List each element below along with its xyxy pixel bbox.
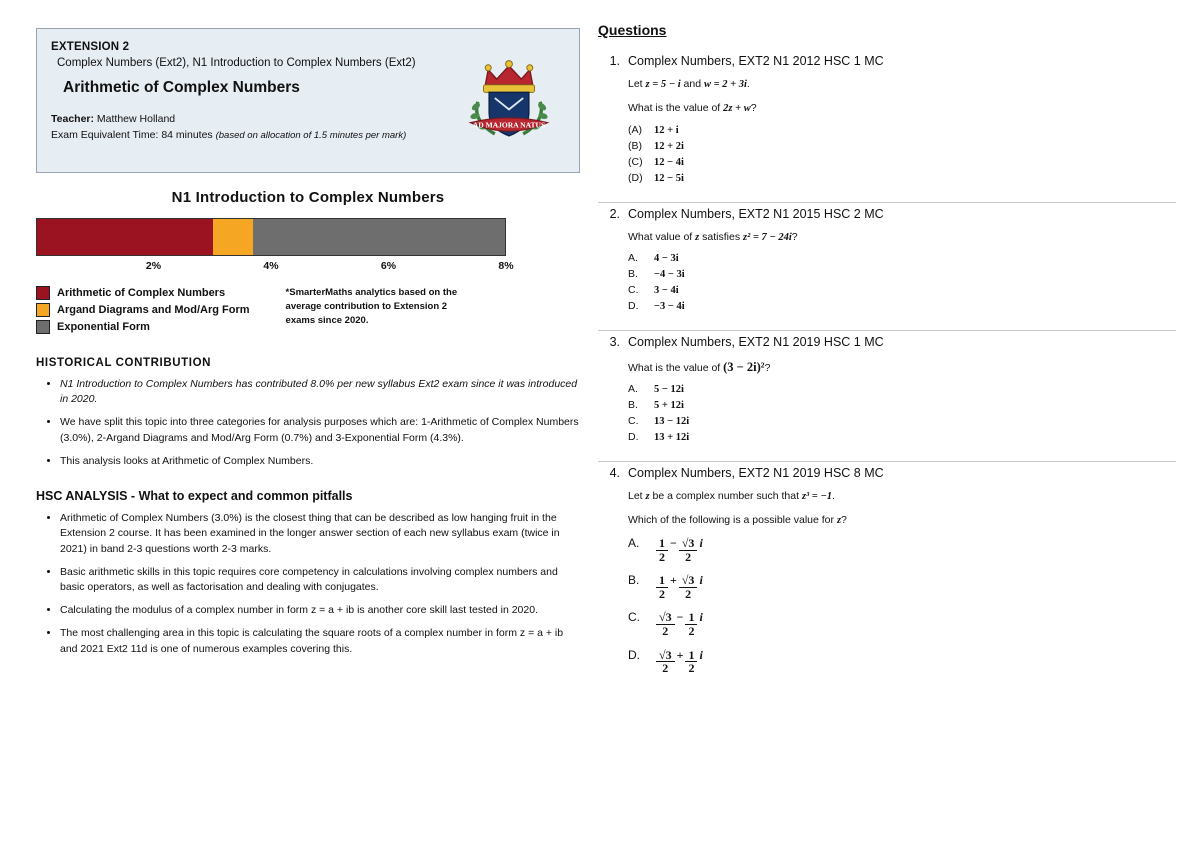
question-3-label: Complex Numbers, EXT2 N1 2019 HSC 1 MC	[628, 335, 884, 350]
axis-tick-0: 2%	[145, 260, 162, 272]
question-1-stem2	[628, 100, 1176, 118]
questions-heading: Questions	[598, 22, 667, 38]
option-text: −3 − 4i	[654, 301, 685, 313]
option-label: (D)	[628, 171, 643, 184]
q1-stem-text-1: and	[680, 78, 704, 90]
question-4-option-d[interactable]	[628, 648, 1176, 675]
operator: −	[670, 535, 677, 550]
imaginary-unit: i	[699, 535, 703, 550]
axis-tick-3: 8%	[498, 260, 514, 272]
option-label: D.	[628, 647, 640, 662]
q1-stem2-text-0: What is the value of	[628, 101, 724, 114]
analysis-bullet-2: Calculating the modulus of a complex number in form z = a + ib is another core skill last tested in 2020.	[60, 604, 538, 617]
q4-stem-text-2: .	[832, 490, 835, 503]
option-text: 12 + i	[654, 124, 679, 136]
option-label: D.	[628, 431, 639, 444]
denominator: 2	[659, 549, 665, 564]
option-label: A.	[628, 252, 638, 265]
bar-segment-exponential	[253, 219, 505, 255]
denominator: 2	[659, 586, 665, 601]
denominator: 2	[688, 623, 695, 638]
q1-stem-text-0: Let	[628, 78, 646, 90]
chart-title: N1 Introduction to Complex Numbers	[171, 189, 445, 206]
option-fraction-2	[685, 649, 697, 675]
option-fraction-2	[685, 611, 697, 637]
question-1-option-d[interactable]	[628, 172, 1176, 184]
option-label: (B)	[628, 139, 642, 152]
axis-tick-1: 4%	[263, 260, 279, 272]
imaginary-unit: i	[699, 610, 703, 625]
numerator: √3	[656, 649, 675, 663]
option-text: 12 − 4i	[654, 156, 684, 168]
list-item	[60, 377, 580, 407]
q3-stem-text-1: ?	[764, 362, 771, 375]
q2-stem-text-0: What value of	[628, 230, 696, 243]
q2-stem-math-1: z² = 7 − 24i	[742, 231, 792, 243]
numerator: 1	[656, 574, 668, 588]
operator: −	[676, 610, 684, 625]
option-text: 5 − 12i	[654, 384, 684, 396]
legend-label-argand: Argand Diagrams and Mod/Arg Form	[57, 304, 250, 316]
legend-swatch-argand	[36, 303, 50, 317]
option-label: B.	[628, 268, 638, 281]
option-label: C.	[628, 610, 640, 625]
option-text: 12 − 5i	[654, 172, 684, 184]
denominator: 2	[685, 586, 692, 601]
legend-swatch-arithmetic	[36, 286, 50, 300]
question-2	[598, 203, 1176, 332]
chart-legend	[36, 286, 506, 337]
question-4-number: 4.	[609, 466, 620, 481]
question-2-stem	[628, 229, 1176, 247]
option-text: 13 − 12i	[654, 416, 690, 428]
question-2-option-b[interactable]	[628, 268, 1176, 280]
exam-time-value: 84 minutes	[161, 128, 213, 141]
historical-bullets	[36, 377, 580, 469]
historical-heading: HISTORICAL CONTRIBUTION	[36, 357, 212, 369]
q4-stem-math-1: z³ = −1	[801, 491, 833, 503]
question-3-title	[598, 335, 1176, 349]
question-2-option-a[interactable]	[628, 252, 1176, 264]
q4-stem2-text-0: Which of the following is a possible value for	[628, 514, 837, 527]
operator: +	[676, 647, 684, 662]
historical-bullet-1: We have split this topic into three categories for analysis purposes which are: 1-Arithmetic of Complex Numbers (3.0%), 2-Argand Diagrams and Mod/Arg Form (0.7%) and 3-Exponential Form (4.3%).	[60, 416, 579, 444]
exam-time-label: Exam Equivalent Time:	[51, 128, 159, 141]
numerator: √3	[679, 574, 698, 588]
question-1-option-b[interactable]	[628, 140, 1176, 152]
q4-stem2-text-1: ?	[841, 514, 847, 527]
question-1-label: Complex Numbers, EXT2 N1 2012 HSC 1 MC	[628, 54, 884, 68]
analysis-heading: HSC ANALYSIS - What to expect and common pitfalls	[36, 489, 353, 504]
topic-subtitle: Complex Numbers (Ext2), N1 Introduction to Complex Numbers (Ext2)	[57, 57, 416, 69]
option-fraction-2	[679, 574, 698, 600]
analysis-bullet-0: Arithmetic of Complex Numbers (3.0%) is the closest thing that can be described as low hanging fruit in the Extension 2 course. It has been examined in the longer answer section of each new syllabus exam (twice in 2021) in band 2-3 questions worth 2-3 marks.	[60, 512, 560, 555]
question-4-option-a[interactable]	[628, 536, 1176, 563]
option-text: 13 + 12i	[654, 432, 690, 444]
extension-label: EXTENSION 2	[51, 41, 130, 53]
question-2-label: Complex Numbers, EXT2 N1 2015 HSC 2 MC	[628, 206, 884, 221]
bar-segment-argand	[213, 219, 254, 255]
legend-label-exponential: Exponential Form	[57, 321, 150, 333]
imaginary-unit: i	[699, 647, 703, 662]
q1-stem-text-2: .	[746, 78, 750, 90]
historical-bullet-2: This analysis looks at Arithmetic of Complex Numbers.	[60, 454, 314, 467]
left-column	[0, 0, 580, 849]
question-4-option-c[interactable]	[628, 610, 1176, 637]
option-label: B.	[628, 573, 640, 588]
question-4	[598, 462, 1176, 698]
page-title: Arithmetic of Complex Numbers	[63, 78, 300, 96]
option-text: −4 − 3i	[654, 269, 685, 281]
option-label: (A)	[628, 123, 642, 136]
option-label: C.	[628, 284, 639, 297]
analysis-bullet-1: Basic arithmetic skills in this topic requires core competency in calculations involving complex numbers and basic operators, as well as factorisation and dealing with conjugates.	[60, 565, 558, 593]
svg-text:AD MAJORA NATUS: AD MAJORA NATUS	[472, 120, 546, 130]
list-item	[60, 454, 580, 469]
imaginary-unit: i	[699, 573, 703, 588]
question-2-number: 2.	[609, 206, 620, 221]
q4-stem-text-1: be a complex number such that	[649, 490, 802, 503]
option-fraction-1	[656, 537, 668, 563]
chart-footnote: *SmarterMaths analytics based on the average contribution to Extension 2 exams since 2020.	[285, 287, 458, 326]
question-1-body	[598, 76, 1176, 184]
question-3-stem	[628, 357, 1176, 377]
question-3-option-a[interactable]	[628, 383, 1176, 395]
q3-stem-text-0: What is the value of	[628, 362, 724, 375]
option-text: 5 + 12i	[654, 400, 684, 412]
question-3-body	[598, 357, 1176, 443]
operator: +	[670, 573, 677, 588]
option-fraction-1	[656, 574, 668, 600]
q1-stem2-text-1: ?	[750, 101, 757, 114]
right-column	[580, 0, 1200, 849]
numerator: √3	[656, 611, 675, 625]
q2-stem-text-1: satisfies	[699, 230, 743, 243]
option-text: 4 − 3i	[654, 253, 679, 265]
teacher-name: Matthew Holland	[96, 112, 176, 125]
chart-axis	[36, 260, 514, 278]
q4-stem-text-0: Let	[628, 490, 646, 503]
q4-stem2-math-0: z	[836, 515, 842, 527]
teacher-label: Teacher:	[51, 112, 94, 125]
q1-stem-math-0: z = 5 − i	[645, 79, 681, 90]
historical-bullet-0: N1 Introduction to Complex Numbers has contributed 8.0% per new syllabus Ext2 exam since it was introduced in 2020.	[60, 378, 578, 406]
option-text: 12 + 2i	[654, 140, 684, 152]
question-3-number: 3.	[609, 335, 620, 350]
legend-swatch-exponential	[36, 320, 50, 334]
question-3-option-d[interactable]	[628, 431, 1176, 443]
option-label: A.	[628, 383, 638, 396]
question-3-option-b[interactable]	[628, 399, 1176, 411]
question-1-stem	[628, 76, 1176, 94]
question-1-number: 1.	[609, 54, 620, 68]
question-2-title	[598, 207, 1176, 221]
question-3	[598, 331, 1176, 462]
numerator: √3	[679, 537, 698, 551]
analysis-bullets	[36, 511, 580, 657]
denominator: 2	[662, 623, 669, 638]
legend-item-exponential	[36, 320, 250, 334]
question-4-label: Complex Numbers, EXT2 N1 2019 HSC 8 MC	[628, 466, 884, 481]
option-label: A.	[628, 535, 640, 550]
bar-segment-arithmetic	[37, 219, 213, 255]
question-1	[598, 50, 1176, 203]
option-label: D.	[628, 300, 639, 313]
question-4-option-b[interactable]	[628, 573, 1176, 600]
numerator: 1	[656, 537, 668, 551]
school-crest-icon	[457, 47, 561, 151]
question-1-option-c[interactable]	[628, 156, 1176, 168]
legend-items	[36, 286, 250, 337]
q2-stem-text-2: ?	[791, 230, 798, 243]
topic-header-box	[36, 28, 580, 173]
option-text: 3 − 4i	[654, 285, 679, 297]
question-1-title	[598, 54, 1176, 68]
question-2-option-d[interactable]	[628, 300, 1176, 312]
list-item	[60, 565, 580, 595]
option-label: B.	[628, 399, 638, 412]
option-fraction-1	[656, 649, 675, 675]
list-item	[60, 603, 580, 618]
q3-stem-math-0: (3 − 2i)²	[723, 360, 765, 375]
question-2-option-c[interactable]	[628, 284, 1176, 296]
question-4-body	[598, 488, 1176, 674]
denominator: 2	[685, 549, 692, 564]
numerator: 1	[685, 649, 697, 663]
question-2-body	[598, 229, 1176, 313]
question-1-option-a[interactable]	[628, 124, 1176, 136]
denominator: 2	[688, 661, 695, 676]
question-4-stem2	[628, 512, 1176, 530]
option-fraction-1	[656, 611, 675, 637]
denominator: 2	[662, 661, 669, 676]
q2-stem-math-0: z	[695, 231, 700, 243]
q1-stem-math-1: w = 2 + 3i	[703, 79, 747, 90]
q4-stem-math-0: z	[645, 491, 650, 503]
axis-tick-2: 6%	[380, 260, 397, 272]
exam-time-note: (based on allocation of 1.5 minutes per mark)	[215, 129, 407, 141]
contribution-bar-chart	[36, 218, 506, 256]
list-item	[60, 626, 580, 656]
analysis-bullet-3: The most challenging area in this topic is calculating the square roots of a complex number in form z = a + ib and 2021 Ext2 11d is one of numerous examples covering this.	[60, 627, 564, 655]
option-fraction-2	[679, 537, 698, 563]
question-3-option-c[interactable]	[628, 415, 1176, 427]
numerator: 1	[685, 611, 697, 625]
question-4-title	[598, 466, 1176, 480]
legend-label-arithmetic: Arithmetic of Complex Numbers	[57, 287, 226, 299]
legend-item-argand	[36, 303, 250, 317]
option-label: C.	[628, 415, 639, 428]
question-4-stem	[628, 488, 1176, 506]
list-item	[60, 415, 580, 445]
legend-item-arithmetic	[36, 286, 250, 300]
q1-stem2-math-0: 2z + w	[723, 102, 751, 114]
option-label: (C)	[628, 155, 643, 168]
list-item	[60, 511, 580, 557]
